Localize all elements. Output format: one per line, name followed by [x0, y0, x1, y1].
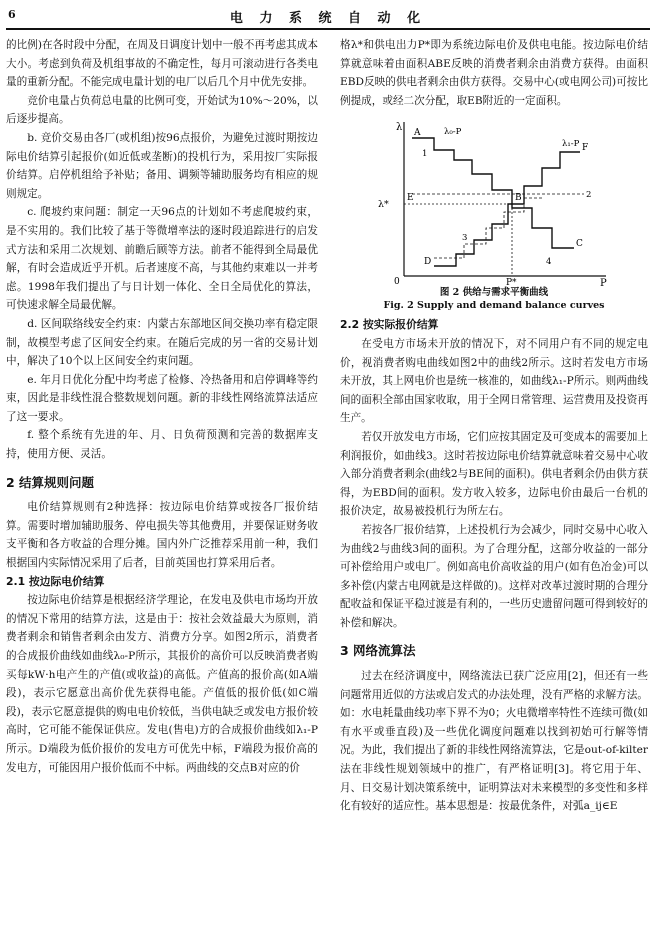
- point-f-label: F: [582, 143, 589, 154]
- page-number: 6: [8, 8, 16, 21]
- figure-2: [340, 116, 648, 312]
- curve-2-label: 2: [586, 190, 592, 201]
- supply-curve: [434, 152, 580, 266]
- paragraph: 电价结算规则有2种选择：按边际电价结算或按各厂报价结算。需要时增加辅助服务、停电损失等其他费用，并要保证财务收支平衡和各方收益的合理分摊。国内外广泛推荐采用前一种，我们根据国内实际情况采用了后者，目前英国也打算采用后者。: [6, 501, 318, 570]
- journal-title: 电 力 系 统 自 动 化: [229, 11, 427, 26]
- curve-4-label: 4: [546, 257, 552, 268]
- curve-3-line: [434, 198, 544, 258]
- supply-curve-label: λ₁-P: [562, 139, 580, 150]
- paragraph: 若按各厂报价结算，上述投机行为会减少，同时交易中心收入为曲线2与曲线3间的面积。为了合理分配，这部分收益的一部分可补偿给用户或电厂。例如高电价高收益的用户(如有色冶金)可以多补偿(内蒙古电网就是这样做的)。这样对改革过渡时期的合理分配收益和保证平稳过渡是有利的，一些历史遗留问题可得到较好的补偿和解决。: [340, 523, 648, 629]
- curve-3-label: 3: [462, 233, 468, 244]
- paragraph: 的比例)在各时段中分配，在周及日调度计划中一般不再考虑其成本大小。考虑到负荷及机组事故的不确定性，每月可滚动进行各类电量的重新分配。不能完成电量计划的电厂以后几个月中优先安排。: [6, 39, 318, 89]
- right-column: [340, 36, 648, 816]
- paragraph: c. 爬坡约束问题：制定一天96点的计划如不考虑爬坡约束，是不实用的。我们比较了基于等微增率法的逐时段追踪进行的启发式方法和采用二次规划、前瞻后顾等方法。前者不能得到全局最优解，有时会造成近乎开机。后者速度不高，与其他约束难以一并考虑。1998年我们提出了与日计划一体化、全日全局优化的算法，可快速求解全局最优解。: [6, 206, 318, 312]
- curve-1-label: 1: [422, 149, 428, 160]
- supply-demand-diagram: [374, 116, 614, 286]
- left-column: [6, 36, 318, 777]
- lambda-star-label: λ*: [378, 199, 389, 211]
- point-b-label: B: [515, 193, 522, 204]
- header-rule: [6, 28, 650, 30]
- paragraph: e. 年月日优化分配中均考虑了检修、冷热备用和启停调峰等约束，因此是非线性混合整数规划问题。新的非线性网络流算法适应了这一要求。: [6, 373, 318, 423]
- paragraph: 在受电方市场未开放的情况下，对不同用户有不同的规定电价，视消费者购电曲线如图2中的曲线2所示。这时若发电方市场未开放，其上网电价也是统一核准的，如曲线λ₁-P所示。则两曲线间的面积全部由国家收取，用于全网日常管理、运营费用及投资再生产。: [340, 337, 648, 425]
- section-heading: 3 网络流算法: [340, 643, 416, 659]
- point-d-label: D: [424, 257, 432, 268]
- origin-label: 0: [394, 277, 400, 287]
- y-axis-label: λ: [396, 122, 403, 134]
- paragraph: 格λ*和供电出力P*即为系统边际电价及供电电能。按边际电价结算就意味着由面积ABE反映的消费者剩余由消费方获得。由面积EBD反映的供电者剩余由供方获得。交易中心(或电网公司)可按比例提成，或经二次分配，取EB附近的一定面积。: [340, 39, 648, 107]
- point-e-label: E: [407, 193, 414, 204]
- paragraph: 按边际电价结算是根据经济学理论，在发电及供电市场均开放的情况下常用的结算方法，这是由于：按社会效益最大为原则，消费者剩余和销售者剩余由发方、消费方分享。如图2所示，消费者的合成报价曲线如曲线λ₀-P所示，其报价的高价可以反映消费者购买每kW·h电产生的产值(或收益)的高低。产值高的报价高(如A端段)，表示它愿意出高价优先获得电能。产值低的报价低(如C端段)，表示它愿意提供的购电电价较低，当供电缺乏或发电方报价较高时，它可能不能保证供应。发电(售电)方的合成报价曲线如λ₁-P所示。D端段为低价报价的发电方可优先中标，F端段为报价高的发电方，可能因用户报价低而不中标。两曲线的交点B对应的价: [6, 594, 318, 774]
- demand-curve-label: λ₀-P: [444, 127, 462, 138]
- demand-curve: [412, 138, 574, 248]
- subsection-heading: 2.2 按实际报价结算: [340, 318, 439, 332]
- paragraph: d. 区间联络线安全约束：内蒙古东部地区间交换功率有稳定限制，故模型考虑了区间安全约束。在随后完成的另一省的交易计划中，解决了10个以上区间安全约束问题。: [6, 317, 318, 368]
- subsection-heading: 2.1 按边际电价结算: [6, 574, 105, 588]
- paragraph: 若仅开放发电方市场，它们应按其固定及可变成本的需要加上利润报价，如曲线3。这时若按边际电价结算就意味着交易中心收入部分消费者剩余(曲线2与BE间的面积)。供电者剩余仍由供方获得，为EBD间的面积。发方收入较多，边际电价由最后一台机的报价决定，故易被投机行为所左右。: [340, 430, 648, 518]
- point-a-label: A: [414, 128, 421, 139]
- point-c-label: C: [576, 239, 583, 250]
- x-axis-label: P: [600, 278, 607, 287]
- paragraph: f. 整个系统有先进的年、月、日负荷预测和完善的数据库支持，使用方便、灵活。: [6, 429, 318, 461]
- paragraph: 竞价电量占负荷总电量的比例可变，开始试为10%～20%，以后逐步提高。: [6, 94, 318, 126]
- p-star-label: P*: [506, 278, 517, 287]
- section-heading: 2 结算规则问题: [6, 474, 95, 490]
- page-header: [0, 0, 656, 30]
- paragraph: b. 竞价交易由各厂(或机组)按96点报价，为避免过渡时期按边际电价结算引起报价(如近低或垄断)的投机行为，采用按厂实际报价结算。启停机组给予补贴；备用、调频等辅助服务均有相应的规则规定。: [6, 131, 318, 200]
- figure-caption-en: Fig. 2 Supply and demand balance curves: [383, 300, 605, 312]
- paragraph: 过去在经济调度中，网络流法已获广泛应用[2]，但还有一些问题常用近似的方法或启发式的办法处理，没有严格的求解方法。如：水电耗量曲线功率下界不为0；火电微增率特性不连续可微(如有水平或垂直段)及一些优化调度问题难以找到初始可行解等情况。为此，我们提出了新的非线性网络流算法，它是out-of-kilter法在非线性规划领域中的推广，有严格证明[3]。将它用于年、月、日交易计划决策系统中，证明算法对未来模型的多变性和多样化有较好的适应性。基本思想是：按最优条件，对弧a_ij∈E: [340, 670, 648, 813]
- figure-caption-cn: 图 2 供给与需求平衡曲线: [439, 287, 549, 299]
